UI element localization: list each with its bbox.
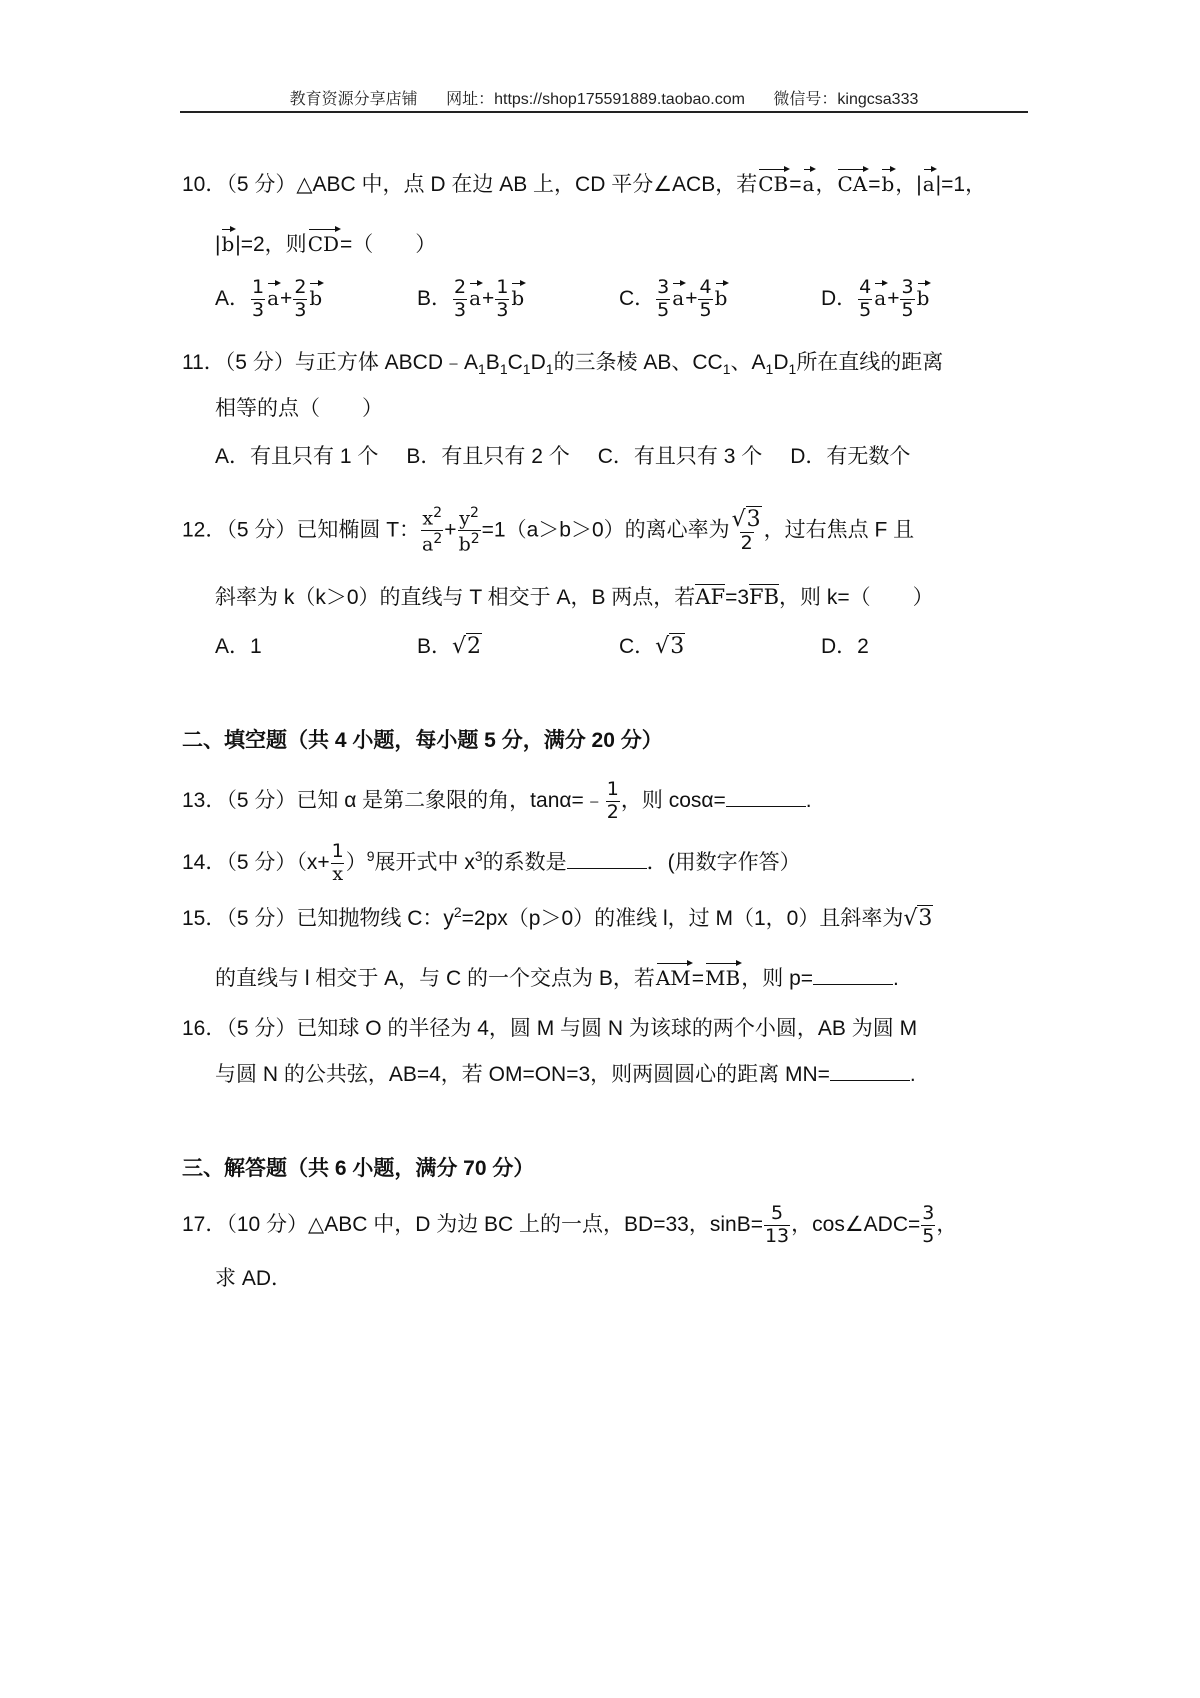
- question-12-options: [215, 634, 1023, 660]
- shop-name: 教育资源分享店铺: [289, 91, 418, 108]
- question-16-line-1: 16．（5 分）已知球 O 的半径为 4，圆 M 与圆 N 为该球的两个小圆，AB 为圆 M: [182, 1017, 918, 1040]
- answer-blank: [726, 788, 806, 807]
- shop-url: 网址：https://shop175591889.taobao.com: [446, 91, 745, 108]
- question-15-line-1: 15．（5 分）已知抛物线 C：$y^2=2px(p>0)$的准线 l，过 M（1，0）且斜率为√3: [182, 904, 933, 931]
- question-11-line-2: 相等的点（ ）: [215, 397, 383, 420]
- option-b: B．√2: [417, 634, 482, 659]
- page-header: [180, 86, 1028, 109]
- option-a: A．1: [215, 635, 262, 658]
- vector-ca: CA: [837, 166, 867, 196]
- header-divider: [180, 111, 1028, 113]
- section-3-heading: 三、解答题（共 6 小题，满分 70 分）: [182, 1157, 535, 1180]
- section-2-heading: 二、填空题（共 4 小题，每小题 5 分，满分 20 分）: [182, 729, 663, 752]
- option-d: D．有无数个: [790, 445, 911, 468]
- vector-cd: CD: [308, 226, 339, 256]
- option-b: B． $\frac{2}{3}$ a+ $\frac{1}{3}$ b: [417, 276, 525, 321]
- question-12-line-2: 斜率为 k（k＞0）的直线与 T 相交于 A，B 两点，若AF=3FB，则 k=（ ）: [215, 585, 934, 609]
- option-d: D． $\frac{4}{5}$ a+ $\frac{3}{5}$ b: [821, 276, 930, 321]
- vector-a: a: [923, 166, 935, 196]
- vector-b: b: [881, 166, 894, 196]
- question-11-options: [215, 444, 938, 469]
- question-10-options: [215, 278, 1023, 321]
- question-12-line-1: 12．（5 分）已知椭圆 T： $\frac{x^2}{a^2}$ + $\frac{y^2}{b^2}$ =1（a＞b＞0）的离心率为 $\frac{√3}{2}$ ，过右焦点 F 且: [182, 505, 915, 556]
- question-13: 13．（5 分）已知 α 是第二象限的角，tanα=﹣ $\frac{1}{2}$ ，则 cosα= .: [182, 778, 812, 823]
- option-d: D．2: [821, 635, 869, 658]
- option-a: A． $\frac{1}{3}$ a+ $\frac{2}{3}$ b: [215, 276, 323, 321]
- vector-af: AF: [695, 585, 726, 609]
- answer-blank: [567, 850, 647, 869]
- question-15-line-2: 的直线与 l 相交于 A，与 C 的一个交点为 B，若AM=MB，则 p= .: [215, 960, 899, 991]
- answer-blank: [813, 966, 893, 985]
- question-17-line-1: 17．（10 分）△ABC 中，D 为边 BC 上的一点，BD=33，sinB= $\frac{5}{13}$ ，cos∠ADC= $\frac{3}{5}$ ，: [182, 1202, 958, 1247]
- vector-am: AM: [656, 960, 691, 990]
- vector-cb: CB: [758, 166, 788, 196]
- question-11-line-1: 11．（5 分）与正方体 $ABCD﹣A_1B_1C_1D_1$的三条棱 AB、$CC_1$、$A_1D_1$所在直线的距离: [182, 351, 944, 378]
- question-14: 14．（5 分）（x+ $\frac{1}{x}$ ）$^9$展开式中 $x^3$的系数是 ．(用数字作答）: [182, 840, 801, 885]
- wechat-id: 微信号：kingcsa333: [773, 91, 919, 108]
- vector-fb: FB: [749, 585, 780, 609]
- option-b: B．有且只有 2 个: [406, 445, 570, 468]
- question-10-line-1: 10．（5 分）△ABC 中，点 D 在边 AB 上，CD 平分∠ACB，若CB=a，CA=b，|a|=1，: [182, 166, 986, 197]
- option-a: A．有且只有 1 个: [215, 445, 379, 468]
- question-16-line-2: 与圆 N 的公共弦，AB=4，若 OM=ON=3，则两圆圆心的距离 MN= .: [215, 1063, 916, 1086]
- question-10-line-2: |b|=2，则CD=（ ）: [215, 226, 436, 257]
- answer-blank: [830, 1062, 910, 1081]
- option-c: C． $\frac{3}{5}$ a+ $\frac{4}{5}$ b: [619, 276, 728, 321]
- option-c: C．有且只有 3 个: [597, 445, 763, 468]
- vector-a: a: [803, 166, 815, 196]
- question-17-line-2: 求 AD．: [215, 1267, 293, 1290]
- option-c: C．√3: [619, 634, 685, 659]
- vector-b: b: [221, 226, 234, 256]
- vector-mb: MB: [705, 960, 740, 990]
